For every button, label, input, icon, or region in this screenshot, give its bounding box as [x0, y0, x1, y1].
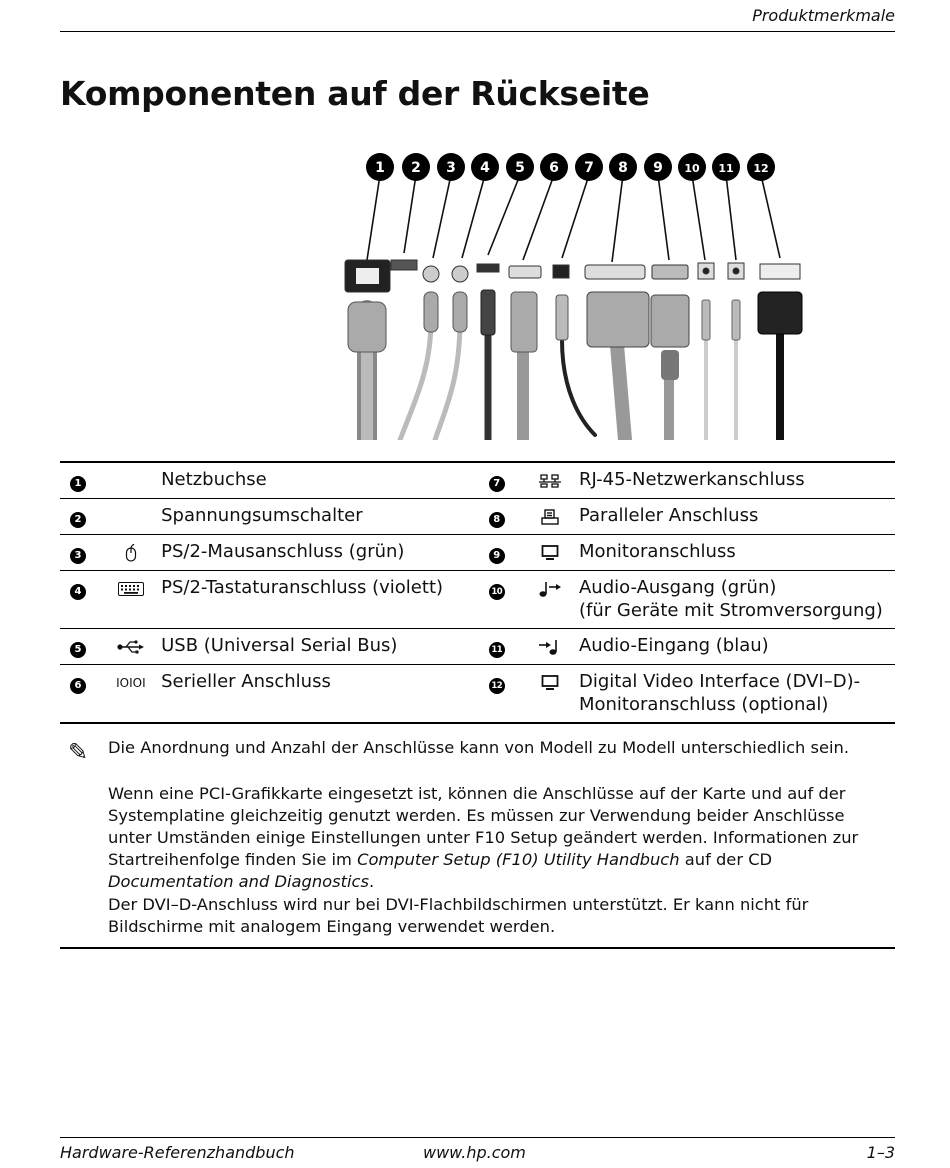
item-number-cell [479, 571, 535, 629]
note-paragraph-3: Der DVI–D-Anschluss wird nur bei DVI-Flachbildschirmen unterstützt. Er kann nicht für Bildschirme mit analogem Eingang verwendet werden. [108, 895, 809, 936]
item-icon-cell [535, 499, 579, 535]
svg-text:8: 8 [618, 160, 628, 176]
audio-out-icon [535, 577, 565, 600]
component-label: Audio-Eingang (blau) [578, 635, 769, 656]
number-badge: 4 [70, 584, 86, 600]
item-number-cell [479, 499, 535, 535]
components-table [60, 461, 895, 724]
item-number-cell [60, 665, 116, 724]
svg-text:5: 5 [515, 160, 525, 176]
svg-text:6: 6 [549, 160, 559, 176]
component-label: Netzbuchse [161, 469, 267, 490]
item-label-cell [161, 535, 479, 571]
item-icon-cell [116, 535, 161, 571]
svg-text:10: 10 [684, 162, 700, 175]
number-badge: 2 [70, 512, 86, 528]
item-icon-cell [535, 665, 579, 724]
keyboard-icon [116, 577, 146, 600]
component-label: Audio-Ausgang (grün) [578, 577, 777, 598]
number-badge: 3 [70, 548, 86, 564]
number-badge: 12 [489, 678, 505, 694]
item-icon-cell [535, 535, 579, 571]
page-footer [60, 1137, 895, 1163]
item-label-cell [579, 665, 895, 724]
item-icon-cell [116, 499, 161, 535]
component-label: PS/2-Mausanschluss (grün) [161, 541, 405, 562]
item-label-cell [161, 571, 479, 629]
callout-11 [712, 153, 740, 181]
item-number-cell [60, 535, 116, 571]
item-icon-cell [535, 571, 579, 629]
page-header [60, 5, 895, 32]
callout-8 [609, 153, 637, 181]
usb-icon [116, 635, 146, 658]
item-icon-cell [535, 629, 579, 665]
number-badge: 8 [489, 512, 505, 528]
table-row [60, 665, 895, 724]
component-label: Paralleler Anschluss [578, 505, 759, 526]
component-label: Monitoranschluss [578, 541, 736, 562]
callout-5 [506, 153, 534, 181]
callout-7 [575, 153, 603, 181]
svg-text:11: 11 [718, 162, 734, 175]
item-icon-cell [116, 665, 161, 724]
item-number-cell [479, 462, 535, 499]
footer-book-title: Hardware-Referenzhandbuch [60, 1143, 295, 1162]
number-badge: 11 [489, 642, 505, 658]
callout-10 [678, 153, 706, 181]
number-badge: 10 [489, 584, 505, 600]
item-icon-cell [116, 571, 161, 629]
item-label-cell [579, 462, 895, 499]
page-title: Komponenten auf der Rückseite [60, 74, 650, 113]
pencil-note-icon: ✎ [68, 738, 89, 766]
item-number-cell [60, 571, 116, 629]
svg-text:1: 1 [375, 160, 385, 176]
number-badge: 5 [70, 642, 86, 658]
page-number: 1–3 [866, 1143, 895, 1162]
note-text: auf der CD [679, 850, 773, 869]
svg-text:4: 4 [480, 160, 490, 176]
component-label: USB (Universal Serial Bus) [161, 635, 398, 656]
item-number-cell [60, 462, 116, 499]
component-label-line2: (für Geräte mit Stromversorgung) [578, 600, 883, 621]
svg-text:9: 9 [653, 160, 663, 176]
svg-text:3: 3 [446, 160, 456, 176]
callout-2 [402, 153, 430, 181]
printer-icon [535, 505, 565, 528]
item-label-cell [161, 629, 479, 665]
item-label-cell [161, 665, 479, 724]
item-label-cell [579, 629, 895, 665]
component-label: PS/2-Tastaturanschluss (violett) [161, 577, 444, 598]
item-number-cell [479, 629, 535, 665]
item-label-cell [579, 499, 895, 535]
callout-1 [366, 153, 394, 181]
item-label-cell [161, 462, 479, 499]
callout-4 [471, 153, 499, 181]
table-row [60, 571, 895, 629]
monitor-icon [535, 541, 565, 564]
item-label-cell [161, 499, 479, 535]
component-label-line2: Monitoranschluss (optional) [578, 694, 829, 715]
item-icon-cell [535, 462, 579, 499]
note-paragraph-2 [108, 783, 888, 893]
number-badge: 9 [489, 548, 505, 564]
table-row [60, 629, 895, 665]
item-label-cell [579, 535, 895, 571]
item-number-cell [479, 665, 535, 724]
serial-icon: IOIOI [116, 676, 146, 690]
mouse-icon [116, 541, 146, 564]
monitor-icon [535, 671, 565, 694]
callout-12 [747, 153, 775, 181]
item-icon-cell [116, 462, 161, 499]
table-row [60, 499, 895, 535]
audio-in-icon [535, 635, 565, 658]
component-label: RJ-45-Netzwerkanschluss [578, 469, 805, 490]
table-row [60, 535, 895, 571]
number-badge: 7 [489, 476, 505, 492]
section-title: Produktmerkmale [752, 6, 895, 25]
footer-url: www.hp.com [423, 1143, 526, 1162]
svg-text:7: 7 [584, 160, 594, 176]
note-emphasis: Computer Setup (F10) Utility Handbuch [357, 850, 680, 869]
svg-text:2: 2 [411, 160, 421, 176]
item-icon-cell [116, 629, 161, 665]
item-number-cell [60, 499, 116, 535]
callout-6 [540, 153, 568, 181]
callout-9 [644, 153, 672, 181]
note-emphasis: Documentation and Diagnostics [108, 872, 369, 891]
component-label: Spannungsumschalter [161, 505, 363, 526]
component-label: Serieller Anschluss [161, 671, 331, 692]
callout-3 [437, 153, 465, 181]
number-badge: 6 [70, 678, 86, 694]
item-number-cell [479, 535, 535, 571]
number-badge: 1 [70, 476, 86, 492]
item-number-cell [60, 629, 116, 665]
notes-box [60, 737, 895, 949]
component-label: Digital Video Interface (DVI–D)- [578, 671, 861, 692]
svg-text:12: 12 [753, 162, 769, 175]
item-label-cell [579, 571, 895, 629]
table-row [60, 462, 895, 499]
note-paragraph-1: Die Anordnung und Anzahl der Anschlüsse kann von Modell zu Modell unterschiedlich sein. [108, 738, 850, 757]
note-text: . [368, 872, 375, 891]
rear-panel-figure [325, 150, 850, 440]
network-icon [535, 469, 565, 492]
note-text: Wenn eine PCI-Grafikkarte eingesetzt ist, können die Anschlüsse auf der Karte und auf der Systemplatine gleichzeitig genutzt werden. Es müssen zur Verwendung beider Anschlüsse unter Umständen einige Einstellungen unter F10 Setup geändert werden. Informationen zur Startreihenfolge finden Sie im [108, 784, 859, 869]
